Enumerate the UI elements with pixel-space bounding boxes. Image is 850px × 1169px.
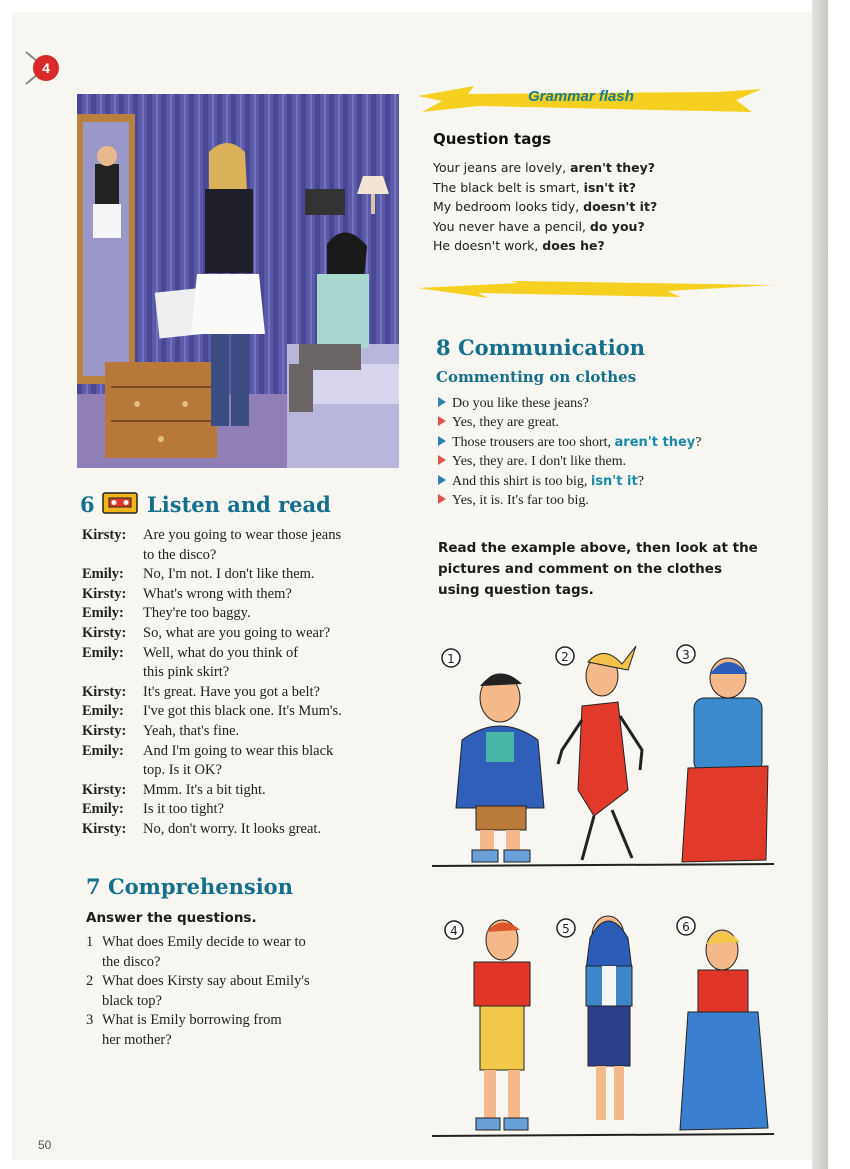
- example-line: Yes, they are great.: [438, 413, 702, 432]
- section-7-instruction: Answer the questions.: [86, 910, 257, 926]
- boy-in-baggy-jeans: [680, 930, 768, 1130]
- tag-example: He doesn't work, does he?: [433, 238, 605, 254]
- example-line: Those trousers are too short, aren't they?: [438, 433, 702, 452]
- boy-in-short-trousers: [474, 920, 530, 1130]
- page-number: 50: [38, 1138, 52, 1152]
- picture-number-2: 2: [561, 650, 569, 664]
- tag-example: Your jeans are lovely, aren't they?: [433, 160, 655, 175]
- example-line: And this shirt is too big, isn't it?: [438, 472, 702, 491]
- picture-number-3: 3: [682, 648, 690, 662]
- blue-arrow-icon: [438, 397, 446, 407]
- section-8-instruction: Read the example above, then look at the pictures and comment on the clothes using question tags.: [438, 540, 758, 598]
- blue-arrow-icon: [438, 436, 446, 446]
- grammar-flash-bottom-banner: [418, 279, 774, 299]
- girl-in-small-jacket: [586, 916, 632, 1120]
- red-arrow-icon: [438, 455, 446, 465]
- question-tag-examples: [433, 158, 657, 256]
- bedroom-photo: [77, 94, 399, 468]
- girl-in-tight-dress: [558, 646, 642, 860]
- picture-number-1: 1: [447, 652, 455, 666]
- tag-example: My bedroom looks tidy, doesn't it?: [433, 199, 658, 215]
- section-8-title: 8 Communication: [436, 335, 645, 360]
- boy-in-huge-trousers: [682, 658, 768, 862]
- example-line: Do you like these jeans?: [438, 394, 702, 413]
- picture-number-6: 6: [682, 920, 690, 934]
- page-edge-shadow: [812, 0, 828, 1169]
- cartoon-panel-top: [432, 640, 774, 872]
- section-6-title: Listen and read: [147, 492, 331, 517]
- question-tags-heading: Question tags: [433, 130, 552, 148]
- unit-badge: [24, 50, 60, 86]
- red-arrow-icon: [438, 416, 446, 426]
- section-6-number: 6: [80, 492, 95, 517]
- blue-arrow-icon: [438, 475, 446, 485]
- cartoon-panel-bottom: [432, 910, 774, 1142]
- grammar-flash-label: Grammar flash: [528, 88, 634, 105]
- badge-number: 4: [42, 60, 50, 76]
- example-line: Yes, it is. It's far too big.: [438, 491, 702, 510]
- tag-example: The black belt is smart, isn't it?: [433, 179, 636, 195]
- example-line: Yes, they are. I don't like them.: [438, 452, 702, 471]
- picture-number-5: 5: [562, 922, 570, 936]
- tag-example: You never have a pencil, do you?: [433, 218, 645, 234]
- boy-in-big-jacket: [456, 673, 544, 862]
- red-arrow-icon: [438, 494, 446, 504]
- picture-number-4: 4: [450, 924, 458, 938]
- communication-example: [438, 394, 702, 510]
- cassette-icon: [102, 492, 138, 514]
- section-8-subtitle: Commenting on clothes: [436, 368, 637, 386]
- section-7-title: 7 Comprehension: [86, 874, 293, 899]
